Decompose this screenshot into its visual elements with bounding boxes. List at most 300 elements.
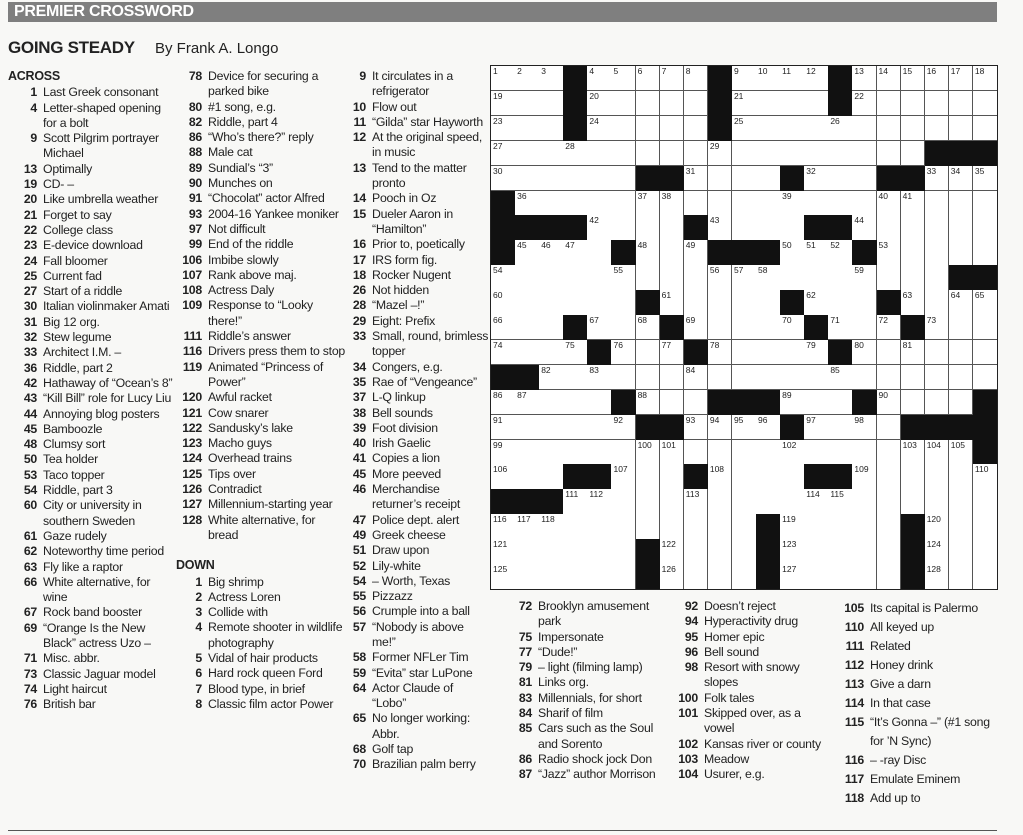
grid-cell[interactable] — [780, 440, 805, 465]
grid-cell[interactable] — [804, 340, 829, 365]
grid-cell[interactable] — [684, 265, 709, 290]
grid-cell[interactable] — [587, 91, 612, 116]
grid-cell[interactable] — [949, 215, 974, 240]
grid-cell[interactable] — [587, 290, 612, 315]
grid-cell[interactable] — [877, 141, 902, 166]
grid-cell[interactable] — [539, 340, 564, 365]
grid-cell[interactable] — [804, 66, 829, 91]
grid-cell[interactable] — [828, 166, 853, 191]
grid-cell[interactable] — [563, 514, 588, 539]
grid-cell[interactable] — [877, 265, 902, 290]
grid-cell[interactable] — [804, 415, 829, 440]
grid-cell[interactable] — [756, 290, 781, 315]
grid-cell[interactable] — [611, 539, 636, 564]
grid-cell[interactable] — [901, 215, 926, 240]
grid-cell[interactable] — [515, 141, 540, 166]
grid-cell[interactable] — [949, 489, 974, 514]
grid-cell[interactable] — [732, 340, 757, 365]
grid-cell[interactable] — [973, 315, 997, 340]
grid-cell[interactable] — [708, 215, 733, 240]
grid-cell[interactable] — [877, 440, 902, 465]
grid-cell[interactable] — [852, 116, 877, 141]
grid-cell[interactable] — [973, 191, 997, 216]
grid-cell[interactable] — [611, 464, 636, 489]
grid-cell[interactable] — [587, 315, 612, 340]
grid-cell[interactable] — [756, 489, 781, 514]
grid-cell[interactable] — [563, 489, 588, 514]
grid-cell[interactable] — [611, 91, 636, 116]
grid-cell[interactable] — [949, 440, 974, 465]
grid-cell[interactable] — [708, 440, 733, 465]
grid-cell[interactable] — [539, 290, 564, 315]
grid-cell[interactable] — [708, 564, 733, 589]
grid-cell[interactable] — [732, 141, 757, 166]
grid-cell[interactable] — [587, 116, 612, 141]
grid-cell[interactable] — [539, 539, 564, 564]
grid-cell[interactable] — [708, 265, 733, 290]
grid-cell[interactable] — [852, 365, 877, 390]
grid-cell[interactable] — [804, 240, 829, 265]
grid-cell[interactable] — [804, 265, 829, 290]
grid-cell[interactable] — [708, 340, 733, 365]
grid-cell[interactable] — [611, 66, 636, 91]
grid-cell[interactable] — [925, 66, 950, 91]
grid-cell[interactable] — [925, 166, 950, 191]
grid-cell[interactable] — [708, 315, 733, 340]
grid-cell[interactable] — [949, 166, 974, 191]
grid-cell[interactable] — [587, 265, 612, 290]
grid-cell[interactable] — [901, 290, 926, 315]
grid-cell[interactable] — [852, 440, 877, 465]
grid-cell[interactable] — [756, 215, 781, 240]
grid-cell[interactable] — [636, 315, 661, 340]
grid-cell[interactable] — [780, 91, 805, 116]
grid-cell[interactable] — [611, 440, 636, 465]
grid-cell[interactable] — [515, 240, 540, 265]
grid-cell[interactable] — [611, 315, 636, 340]
grid-cell[interactable] — [636, 240, 661, 265]
grid-cell[interactable] — [973, 215, 997, 240]
grid-cell[interactable] — [708, 290, 733, 315]
grid-cell[interactable] — [925, 514, 950, 539]
grid-cell[interactable] — [949, 564, 974, 589]
grid-cell[interactable] — [660, 290, 685, 315]
grid-cell[interactable] — [901, 489, 926, 514]
grid-cell[interactable] — [925, 340, 950, 365]
grid-cell[interactable] — [852, 141, 877, 166]
grid-cell[interactable] — [877, 66, 902, 91]
grid-cell[interactable] — [732, 191, 757, 216]
grid-cell[interactable] — [660, 191, 685, 216]
grid-cell[interactable] — [804, 290, 829, 315]
grid-cell[interactable] — [901, 390, 926, 415]
grid-cell[interactable] — [925, 290, 950, 315]
grid-cell[interactable] — [539, 514, 564, 539]
grid-cell[interactable] — [877, 365, 902, 390]
grid-cell[interactable] — [708, 166, 733, 191]
grid-cell[interactable] — [491, 340, 516, 365]
grid-cell[interactable] — [732, 66, 757, 91]
grid-cell[interactable] — [949, 390, 974, 415]
grid-cell[interactable] — [732, 440, 757, 465]
grid-cell[interactable] — [828, 116, 853, 141]
grid-cell[interactable] — [973, 166, 997, 191]
grid-cell[interactable] — [828, 365, 853, 390]
grid-cell[interactable] — [925, 489, 950, 514]
grid-cell[interactable] — [901, 240, 926, 265]
grid-cell[interactable] — [611, 365, 636, 390]
grid-cell[interactable] — [828, 564, 853, 589]
grid-cell[interactable] — [973, 564, 997, 589]
grid-cell[interactable] — [852, 514, 877, 539]
grid-cell[interactable] — [877, 390, 902, 415]
grid-cell[interactable] — [973, 66, 997, 91]
grid-cell[interactable] — [949, 340, 974, 365]
grid-cell[interactable] — [780, 116, 805, 141]
grid-cell[interactable] — [877, 340, 902, 365]
grid-cell[interactable] — [732, 539, 757, 564]
grid-cell[interactable] — [732, 116, 757, 141]
grid-cell[interactable] — [756, 91, 781, 116]
grid-cell[interactable] — [636, 141, 661, 166]
grid-cell[interactable] — [732, 464, 757, 489]
grid-cell[interactable] — [491, 564, 516, 589]
grid-cell[interactable] — [515, 116, 540, 141]
grid-cell[interactable] — [925, 464, 950, 489]
grid-cell[interactable] — [636, 116, 661, 141]
grid-cell[interactable] — [949, 240, 974, 265]
grid-cell[interactable] — [684, 116, 709, 141]
grid-cell[interactable] — [852, 415, 877, 440]
grid-cell[interactable] — [828, 440, 853, 465]
grid-cell[interactable] — [877, 315, 902, 340]
grid-cell[interactable] — [804, 141, 829, 166]
grid-cell[interactable] — [660, 141, 685, 166]
grid-cell[interactable] — [491, 464, 516, 489]
grid-cell[interactable] — [925, 265, 950, 290]
grid-cell[interactable] — [491, 514, 516, 539]
grid-cell[interactable] — [515, 265, 540, 290]
grid-cell[interactable] — [491, 440, 516, 465]
grid-cell[interactable] — [901, 141, 926, 166]
grid-cell[interactable] — [660, 539, 685, 564]
grid-cell[interactable] — [563, 141, 588, 166]
grid-cell[interactable] — [491, 539, 516, 564]
grid-cell[interactable] — [515, 464, 540, 489]
grid-cell[interactable] — [780, 265, 805, 290]
grid-cell[interactable] — [539, 440, 564, 465]
grid-cell[interactable] — [708, 141, 733, 166]
grid-cell[interactable] — [684, 514, 709, 539]
grid-cell[interactable] — [852, 91, 877, 116]
grid-cell[interactable] — [828, 141, 853, 166]
grid-cell[interactable] — [636, 265, 661, 290]
grid-cell[interactable] — [852, 215, 877, 240]
grid-cell[interactable] — [828, 514, 853, 539]
grid-cell[interactable] — [852, 564, 877, 589]
grid-cell[interactable] — [491, 141, 516, 166]
grid-cell[interactable] — [732, 514, 757, 539]
grid-cell[interactable] — [877, 564, 902, 589]
grid-cell[interactable] — [539, 564, 564, 589]
grid-cell[interactable] — [660, 365, 685, 390]
grid-cell[interactable] — [877, 116, 902, 141]
grid-cell[interactable] — [491, 290, 516, 315]
grid-cell[interactable] — [491, 66, 516, 91]
grid-cell[interactable] — [732, 564, 757, 589]
grid-cell[interactable] — [756, 464, 781, 489]
grid-cell[interactable] — [491, 116, 516, 141]
grid-cell[interactable] — [636, 464, 661, 489]
grid-cell[interactable] — [684, 141, 709, 166]
grid-cell[interactable] — [515, 539, 540, 564]
grid-cell[interactable] — [708, 415, 733, 440]
grid-cell[interactable] — [852, 315, 877, 340]
grid-cell[interactable] — [756, 315, 781, 340]
grid-cell[interactable] — [587, 141, 612, 166]
grid-cell[interactable] — [708, 464, 733, 489]
grid-cell[interactable] — [563, 290, 588, 315]
grid-cell[interactable] — [925, 365, 950, 390]
grid-cell[interactable] — [539, 240, 564, 265]
grid-cell[interactable] — [611, 215, 636, 240]
grid-cell[interactable] — [611, 116, 636, 141]
grid-cell[interactable] — [780, 464, 805, 489]
grid-cell[interactable] — [587, 415, 612, 440]
grid-cell[interactable] — [636, 340, 661, 365]
grid-cell[interactable] — [587, 489, 612, 514]
grid-cell[interactable] — [539, 464, 564, 489]
grid-cell[interactable] — [539, 365, 564, 390]
grid-cell[interactable] — [563, 265, 588, 290]
grid-cell[interactable] — [780, 539, 805, 564]
grid-cell[interactable] — [732, 315, 757, 340]
grid-cell[interactable] — [563, 365, 588, 390]
grid-cell[interactable] — [563, 390, 588, 415]
grid-cell[interactable] — [901, 340, 926, 365]
grid-cell[interactable] — [611, 340, 636, 365]
grid-cell[interactable] — [539, 265, 564, 290]
grid-cell[interactable] — [949, 464, 974, 489]
grid-cell[interactable] — [804, 390, 829, 415]
grid-cell[interactable] — [515, 340, 540, 365]
grid-cell[interactable] — [901, 91, 926, 116]
grid-cell[interactable] — [684, 91, 709, 116]
grid-cell[interactable] — [684, 315, 709, 340]
grid-cell[interactable] — [852, 489, 877, 514]
grid-cell[interactable] — [756, 415, 781, 440]
grid-cell[interactable] — [949, 91, 974, 116]
grid-cell[interactable] — [804, 514, 829, 539]
grid-cell[interactable] — [901, 116, 926, 141]
grid-cell[interactable] — [901, 265, 926, 290]
grid-cell[interactable] — [539, 390, 564, 415]
grid-cell[interactable] — [973, 91, 997, 116]
grid-cell[interactable] — [660, 91, 685, 116]
grid-cell[interactable] — [684, 365, 709, 390]
grid-cell[interactable] — [660, 340, 685, 365]
grid-cell[interactable] — [732, 290, 757, 315]
grid-cell[interactable] — [780, 215, 805, 240]
grid-cell[interactable] — [852, 340, 877, 365]
grid-cell[interactable] — [611, 489, 636, 514]
grid-cell[interactable] — [780, 340, 805, 365]
grid-cell[interactable] — [515, 415, 540, 440]
grid-cell[interactable] — [949, 315, 974, 340]
grid-cell[interactable] — [973, 240, 997, 265]
grid-cell[interactable] — [925, 91, 950, 116]
grid-cell[interactable] — [756, 440, 781, 465]
grid-cell[interactable] — [708, 365, 733, 390]
grid-cell[interactable] — [780, 240, 805, 265]
grid-cell[interactable] — [636, 514, 661, 539]
grid-cell[interactable] — [563, 240, 588, 265]
grid-cell[interactable] — [539, 116, 564, 141]
grid-cell[interactable] — [587, 66, 612, 91]
grid-cell[interactable] — [901, 440, 926, 465]
grid-cell[interactable] — [684, 166, 709, 191]
grid-cell[interactable] — [828, 415, 853, 440]
grid-cell[interactable] — [636, 91, 661, 116]
grid-cell[interactable] — [732, 265, 757, 290]
grid-cell[interactable] — [925, 116, 950, 141]
grid-cell[interactable] — [828, 390, 853, 415]
grid-cell[interactable] — [660, 564, 685, 589]
grid-cell[interactable] — [901, 365, 926, 390]
grid-cell[interactable] — [780, 365, 805, 390]
grid-cell[interactable] — [491, 315, 516, 340]
grid-cell[interactable] — [756, 116, 781, 141]
grid-cell[interactable] — [949, 191, 974, 216]
grid-cell[interactable] — [684, 191, 709, 216]
grid-cell[interactable] — [587, 390, 612, 415]
grid-cell[interactable] — [973, 340, 997, 365]
grid-cell[interactable] — [804, 564, 829, 589]
grid-cell[interactable] — [901, 191, 926, 216]
grid-cell[interactable] — [732, 365, 757, 390]
grid-cell[interactable] — [491, 166, 516, 191]
grid-cell[interactable] — [660, 240, 685, 265]
grid-cell[interactable] — [852, 66, 877, 91]
grid-cell[interactable] — [684, 390, 709, 415]
grid-cell[interactable] — [925, 240, 950, 265]
grid-cell[interactable] — [780, 66, 805, 91]
grid-cell[interactable] — [852, 191, 877, 216]
grid-cell[interactable] — [828, 240, 853, 265]
grid-cell[interactable] — [780, 514, 805, 539]
grid-cell[interactable] — [925, 191, 950, 216]
grid-cell[interactable] — [563, 564, 588, 589]
grid-cell[interactable] — [804, 440, 829, 465]
grid-cell[interactable] — [828, 290, 853, 315]
grid-cell[interactable] — [587, 440, 612, 465]
grid-cell[interactable] — [732, 91, 757, 116]
grid-cell[interactable] — [780, 390, 805, 415]
grid-cell[interactable] — [611, 514, 636, 539]
grid-cell[interactable] — [684, 290, 709, 315]
grid-cell[interactable] — [877, 489, 902, 514]
grid-cell[interactable] — [660, 514, 685, 539]
grid-cell[interactable] — [539, 66, 564, 91]
grid-cell[interactable] — [660, 265, 685, 290]
grid-cell[interactable] — [925, 315, 950, 340]
grid-cell[interactable] — [877, 464, 902, 489]
grid-cell[interactable] — [660, 464, 685, 489]
grid-cell[interactable] — [515, 315, 540, 340]
grid-cell[interactable] — [732, 166, 757, 191]
grid-cell[interactable] — [949, 290, 974, 315]
grid-cell[interactable] — [563, 440, 588, 465]
grid-cell[interactable] — [756, 365, 781, 390]
grid-cell[interactable] — [539, 91, 564, 116]
grid-cell[interactable] — [828, 265, 853, 290]
grid-cell[interactable] — [949, 365, 974, 390]
grid-cell[interactable] — [877, 91, 902, 116]
grid-cell[interactable] — [660, 215, 685, 240]
grid-cell[interactable] — [587, 365, 612, 390]
grid-cell[interactable] — [563, 191, 588, 216]
grid-cell[interactable] — [636, 489, 661, 514]
grid-cell[interactable] — [732, 415, 757, 440]
grid-cell[interactable] — [925, 440, 950, 465]
grid-cell[interactable] — [515, 191, 540, 216]
grid-cell[interactable] — [587, 166, 612, 191]
grid-cell[interactable] — [563, 539, 588, 564]
grid-cell[interactable] — [684, 66, 709, 91]
grid-cell[interactable] — [684, 489, 709, 514]
grid-cell[interactable] — [708, 489, 733, 514]
grid-cell[interactable] — [515, 166, 540, 191]
grid-cell[interactable] — [515, 66, 540, 91]
grid-cell[interactable] — [949, 539, 974, 564]
grid-cell[interactable] — [973, 116, 997, 141]
grid-cell[interactable] — [684, 415, 709, 440]
grid-cell[interactable] — [539, 191, 564, 216]
grid-cell[interactable] — [949, 116, 974, 141]
grid-cell[interactable] — [780, 489, 805, 514]
grid-cell[interactable] — [852, 166, 877, 191]
grid-cell[interactable] — [491, 390, 516, 415]
grid-cell[interactable] — [925, 564, 950, 589]
grid-cell[interactable] — [684, 440, 709, 465]
grid-cell[interactable] — [780, 191, 805, 216]
grid-cell[interactable] — [973, 290, 997, 315]
grid-cell[interactable] — [539, 315, 564, 340]
grid-cell[interactable] — [636, 215, 661, 240]
grid-cell[interactable] — [780, 315, 805, 340]
grid-cell[interactable] — [877, 240, 902, 265]
grid-cell[interactable] — [611, 564, 636, 589]
grid-cell[interactable] — [973, 514, 997, 539]
grid-cell[interactable] — [660, 440, 685, 465]
grid-cell[interactable] — [660, 116, 685, 141]
grid-cell[interactable] — [852, 539, 877, 564]
grid-cell[interactable] — [804, 166, 829, 191]
grid-cell[interactable] — [732, 215, 757, 240]
grid-cell[interactable] — [611, 415, 636, 440]
grid-cell[interactable] — [539, 166, 564, 191]
grid-cell[interactable] — [587, 539, 612, 564]
grid-cell[interactable] — [515, 514, 540, 539]
grid-cell[interactable] — [756, 340, 781, 365]
grid-cell[interactable] — [901, 66, 926, 91]
grid-cell[interactable] — [587, 564, 612, 589]
grid-cell[interactable] — [611, 265, 636, 290]
grid-cell[interactable] — [973, 464, 997, 489]
grid-cell[interactable] — [660, 390, 685, 415]
grid-cell[interactable] — [611, 166, 636, 191]
grid-cell[interactable] — [491, 265, 516, 290]
